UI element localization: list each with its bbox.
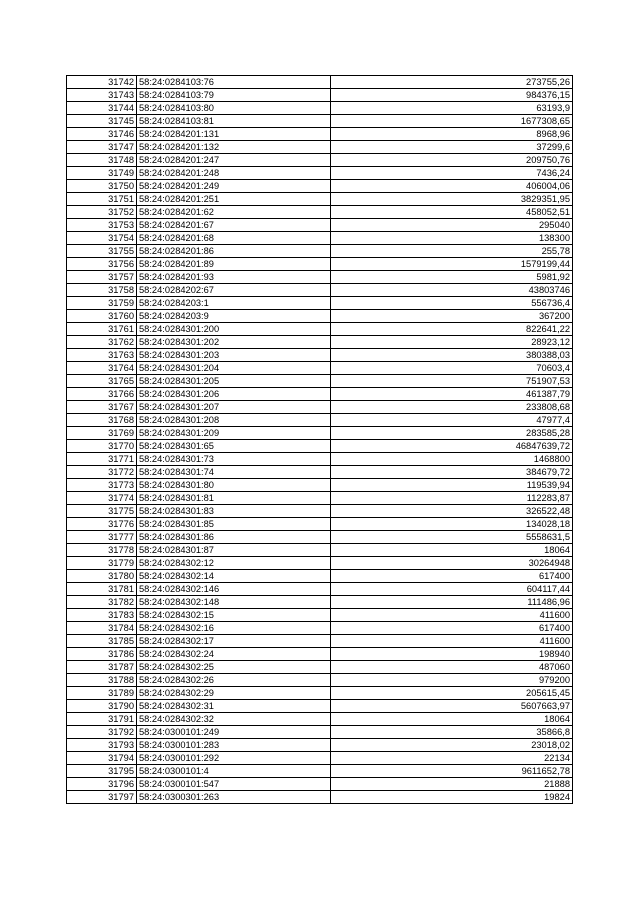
row-number: 31769 <box>67 427 137 440</box>
cadastral-value: 604117,44 <box>331 583 573 596</box>
cadastral-number: 58:24:0284301:65 <box>137 440 331 453</box>
row-number: 31787 <box>67 661 137 674</box>
cadastral-value: 822641,22 <box>331 323 573 336</box>
cadastral-value: 70603,4 <box>331 362 573 375</box>
table-row <box>67 570 573 583</box>
cadastral-number: 58:24:0284203:1 <box>137 297 331 310</box>
table-row <box>67 232 573 245</box>
table-row <box>67 557 573 570</box>
row-number: 31783 <box>67 609 137 622</box>
cadastral-value: 406004,06 <box>331 180 573 193</box>
row-number: 31751 <box>67 193 137 206</box>
cadastral-value: 380388,03 <box>331 349 573 362</box>
row-number: 31768 <box>67 414 137 427</box>
table-row <box>67 89 573 102</box>
row-number: 31766 <box>67 388 137 401</box>
cadastral-value: 138300 <box>331 232 573 245</box>
cadastral-number: 58:24:0284301:208 <box>137 414 331 427</box>
row-number: 31780 <box>67 570 137 583</box>
cadastral-number: 58:24:0284103:79 <box>137 89 331 102</box>
cadastral-value: 751907,53 <box>331 375 573 388</box>
cadastral-number: 58:24:0284301:205 <box>137 375 331 388</box>
cadastral-number: 58:24:0284301:86 <box>137 531 331 544</box>
cadastral-number: 58:24:0284301:81 <box>137 492 331 505</box>
cadastral-value: 209750,76 <box>331 154 573 167</box>
table-row <box>67 583 573 596</box>
cadastral-number: 58:24:0284202:67 <box>137 284 331 297</box>
table-body <box>67 76 573 804</box>
row-number: 31767 <box>67 401 137 414</box>
row-number: 31779 <box>67 557 137 570</box>
cadastral-number: 58:24:0284203:9 <box>137 310 331 323</box>
table-row <box>67 271 573 284</box>
cadastral-number: 58:24:0284301:200 <box>137 323 331 336</box>
table-row <box>67 531 573 544</box>
cadastral-number: 58:24:0284302:146 <box>137 583 331 596</box>
cadastral-number: 58:24:0300101:547 <box>137 778 331 791</box>
table-row <box>67 375 573 388</box>
cadastral-value: 8968,96 <box>331 128 573 141</box>
row-number: 31795 <box>67 765 137 778</box>
table-row <box>67 219 573 232</box>
row-number: 31753 <box>67 219 137 232</box>
cadastral-value: 487060 <box>331 661 573 674</box>
row-number: 31778 <box>67 544 137 557</box>
cadastral-number: 58:24:0284302:26 <box>137 674 331 687</box>
cadastral-value: 28923,12 <box>331 336 573 349</box>
table-row <box>67 349 573 362</box>
cadastral-value: 7436,24 <box>331 167 573 180</box>
table-row <box>67 167 573 180</box>
cadastral-number: 58:24:0284301:80 <box>137 479 331 492</box>
table-row <box>67 297 573 310</box>
cadastral-value: 233808,68 <box>331 401 573 414</box>
cadastral-number: 58:24:0284302:32 <box>137 713 331 726</box>
row-number: 31794 <box>67 752 137 765</box>
row-number: 31756 <box>67 258 137 271</box>
cadastral-value: 111486,96 <box>331 596 573 609</box>
row-number: 31774 <box>67 492 137 505</box>
cadastral-value: 134028,18 <box>331 518 573 531</box>
row-number: 31788 <box>67 674 137 687</box>
cadastral-number: 58:24:0284201:249 <box>137 180 331 193</box>
row-number: 31792 <box>67 726 137 739</box>
cadastral-number: 58:24:0284301:73 <box>137 453 331 466</box>
cadastral-value: 43803746 <box>331 284 573 297</box>
row-number: 31750 <box>67 180 137 193</box>
cadastral-value: 617400 <box>331 570 573 583</box>
table-row <box>67 336 573 349</box>
cadastral-number: 58:24:0300101:249 <box>137 726 331 739</box>
cadastral-value: 21888 <box>331 778 573 791</box>
cadastral-value: 411600 <box>331 609 573 622</box>
cadastral-value: 18064 <box>331 544 573 557</box>
cadastral-number: 58:24:0284201:132 <box>137 141 331 154</box>
row-number: 31747 <box>67 141 137 154</box>
cadastral-number: 58:24:0300301:263 <box>137 791 331 804</box>
row-number: 31755 <box>67 245 137 258</box>
table-row <box>67 466 573 479</box>
table-row <box>67 791 573 804</box>
row-number: 31760 <box>67 310 137 323</box>
cadastral-number: 58:24:0284201:131 <box>137 128 331 141</box>
table-row <box>67 323 573 336</box>
cadastral-value: 9611652,78 <box>331 765 573 778</box>
cadastral-value: 1468800 <box>331 453 573 466</box>
row-number: 31786 <box>67 648 137 661</box>
row-number: 31777 <box>67 531 137 544</box>
cadastral-value: 63193,9 <box>331 102 573 115</box>
row-number: 31790 <box>67 700 137 713</box>
row-number: 31761 <box>67 323 137 336</box>
table-row <box>67 440 573 453</box>
row-number: 31772 <box>67 466 137 479</box>
table-row <box>67 76 573 89</box>
table-row <box>67 596 573 609</box>
row-number: 31789 <box>67 687 137 700</box>
cadastral-number: 58:24:0300101:4 <box>137 765 331 778</box>
row-number: 31746 <box>67 128 137 141</box>
cadastral-value: 326522,48 <box>331 505 573 518</box>
cadastral-value: 617400 <box>331 622 573 635</box>
row-number: 31764 <box>67 362 137 375</box>
cadastral-value: 367200 <box>331 310 573 323</box>
cadastral-value: 458052,51 <box>331 206 573 219</box>
cadastral-number: 58:24:0284103:80 <box>137 102 331 115</box>
table-row <box>67 115 573 128</box>
cadastral-number: 58:24:0284302:25 <box>137 661 331 674</box>
cadastral-number: 58:24:0284201:86 <box>137 245 331 258</box>
cadastral-value: 5607663,97 <box>331 700 573 713</box>
table-row <box>67 635 573 648</box>
cadastral-value: 23018,02 <box>331 739 573 752</box>
row-number: 31781 <box>67 583 137 596</box>
table-row <box>67 778 573 791</box>
row-number: 31763 <box>67 349 137 362</box>
row-number: 31758 <box>67 284 137 297</box>
cadastral-value: 22134 <box>331 752 573 765</box>
row-number: 31775 <box>67 505 137 518</box>
cadastral-value: 18064 <box>331 713 573 726</box>
cadastral-number: 58:24:0284302:29 <box>137 687 331 700</box>
row-number: 31796 <box>67 778 137 791</box>
table-row <box>67 310 573 323</box>
row-number: 31784 <box>67 622 137 635</box>
cadastral-number: 58:24:0284201:62 <box>137 206 331 219</box>
row-number: 31742 <box>67 76 137 89</box>
cadastral-number: 58:24:0284301:203 <box>137 349 331 362</box>
table-row <box>67 427 573 440</box>
cadastral-number: 58:24:0284302:148 <box>137 596 331 609</box>
row-number: 31757 <box>67 271 137 284</box>
cadastral-number: 58:24:0284301:85 <box>137 518 331 531</box>
cadastral-value: 411600 <box>331 635 573 648</box>
row-number: 31765 <box>67 375 137 388</box>
table-row <box>67 739 573 752</box>
row-number: 31749 <box>67 167 137 180</box>
cadastral-value: 37299,6 <box>331 141 573 154</box>
cadastral-number: 58:24:0284301:87 <box>137 544 331 557</box>
cadastral-number: 58:24:0284201:68 <box>137 232 331 245</box>
table-row <box>67 505 573 518</box>
table-row <box>67 414 573 427</box>
cadastral-number: 58:24:0284302:31 <box>137 700 331 713</box>
table-row <box>67 154 573 167</box>
cadastral-number: 58:24:0284302:14 <box>137 570 331 583</box>
cadastral-number: 58:24:0284201:251 <box>137 193 331 206</box>
row-number: 31797 <box>67 791 137 804</box>
table-row <box>67 388 573 401</box>
cadastral-number: 58:24:0284302:15 <box>137 609 331 622</box>
cadastral-value: 46847639,72 <box>331 440 573 453</box>
row-number: 31773 <box>67 479 137 492</box>
cadastral-value: 112283,87 <box>331 492 573 505</box>
row-number: 31771 <box>67 453 137 466</box>
row-number: 31754 <box>67 232 137 245</box>
cadastral-value: 461387,79 <box>331 388 573 401</box>
table-row <box>67 453 573 466</box>
table-row <box>67 180 573 193</box>
cadastral-number: 58:24:0284302:16 <box>137 622 331 635</box>
cadastral-number: 58:24:0284301:207 <box>137 401 331 414</box>
cadastral-value: 273755,26 <box>331 76 573 89</box>
row-number: 31776 <box>67 518 137 531</box>
table-row <box>67 609 573 622</box>
cadastral-number: 58:24:0284301:202 <box>137 336 331 349</box>
table-row <box>67 401 573 414</box>
table-row <box>67 245 573 258</box>
cadastral-value: 119539,94 <box>331 479 573 492</box>
table-row <box>67 687 573 700</box>
table-row <box>67 713 573 726</box>
row-number: 31743 <box>67 89 137 102</box>
table-row <box>67 622 573 635</box>
cadastral-value: 205615,45 <box>331 687 573 700</box>
row-number: 31782 <box>67 596 137 609</box>
table-row <box>67 102 573 115</box>
cadastral-value: 384679,72 <box>331 466 573 479</box>
table-row <box>67 752 573 765</box>
row-number: 31785 <box>67 635 137 648</box>
cadastral-value: 556736,4 <box>331 297 573 310</box>
row-number: 31791 <box>67 713 137 726</box>
cadastral-value-table <box>66 75 573 804</box>
cadastral-value: 5558631,5 <box>331 531 573 544</box>
cadastral-value: 198940 <box>331 648 573 661</box>
table-row <box>67 765 573 778</box>
table-row <box>67 258 573 271</box>
table-row <box>67 726 573 739</box>
cadastral-value: 3829351,95 <box>331 193 573 206</box>
table-row <box>67 206 573 219</box>
table-row <box>67 674 573 687</box>
cadastral-number: 58:24:0284301:206 <box>137 388 331 401</box>
row-number: 31759 <box>67 297 137 310</box>
table-row <box>67 661 573 674</box>
cadastral-number: 58:24:0284302:17 <box>137 635 331 648</box>
table-row <box>67 544 573 557</box>
cadastral-value: 5981,92 <box>331 271 573 284</box>
table-row <box>67 700 573 713</box>
cadastral-number: 58:24:0284201:93 <box>137 271 331 284</box>
cadastral-number: 58:24:0284301:74 <box>137 466 331 479</box>
cadastral-number: 58:24:0284201:67 <box>137 219 331 232</box>
cadastral-number: 58:24:0300101:283 <box>137 739 331 752</box>
cadastral-value: 979200 <box>331 674 573 687</box>
cadastral-value: 295040 <box>331 219 573 232</box>
row-number: 31762 <box>67 336 137 349</box>
row-number: 31748 <box>67 154 137 167</box>
cadastral-value: 255,78 <box>331 245 573 258</box>
table-row <box>67 362 573 375</box>
cadastral-number: 58:24:0284301:209 <box>137 427 331 440</box>
cadastral-value: 35866,8 <box>331 726 573 739</box>
row-number: 31752 <box>67 206 137 219</box>
cadastral-value: 30264948 <box>331 557 573 570</box>
table-row <box>67 479 573 492</box>
cadastral-number: 58:24:0284201:247 <box>137 154 331 167</box>
row-number: 31793 <box>67 739 137 752</box>
table-row <box>67 284 573 297</box>
cadastral-number: 58:24:0284301:83 <box>137 505 331 518</box>
cadastral-number: 58:24:0284302:24 <box>137 648 331 661</box>
cadastral-number: 58:24:0300101:292 <box>137 752 331 765</box>
table-row <box>67 141 573 154</box>
table-row <box>67 648 573 661</box>
cadastral-number: 58:24:0284301:204 <box>137 362 331 375</box>
cadastral-value: 1579199,44 <box>331 258 573 271</box>
table-row <box>67 492 573 505</box>
cadastral-number: 58:24:0284201:248 <box>137 167 331 180</box>
cadastral-number: 58:24:0284103:76 <box>137 76 331 89</box>
table-row <box>67 193 573 206</box>
cadastral-value: 283585,28 <box>331 427 573 440</box>
cadastral-number: 58:24:0284302:12 <box>137 557 331 570</box>
cadastral-value: 1677308,65 <box>331 115 573 128</box>
table-row <box>67 128 573 141</box>
cadastral-value: 19824 <box>331 791 573 804</box>
cadastral-number: 58:24:0284103:81 <box>137 115 331 128</box>
row-number: 31770 <box>67 440 137 453</box>
row-number: 31744 <box>67 102 137 115</box>
cadastral-number: 58:24:0284201:89 <box>137 258 331 271</box>
table-row <box>67 518 573 531</box>
cadastral-value: 984376,15 <box>331 89 573 102</box>
cadastral-value: 47977,4 <box>331 414 573 427</box>
row-number: 31745 <box>67 115 137 128</box>
